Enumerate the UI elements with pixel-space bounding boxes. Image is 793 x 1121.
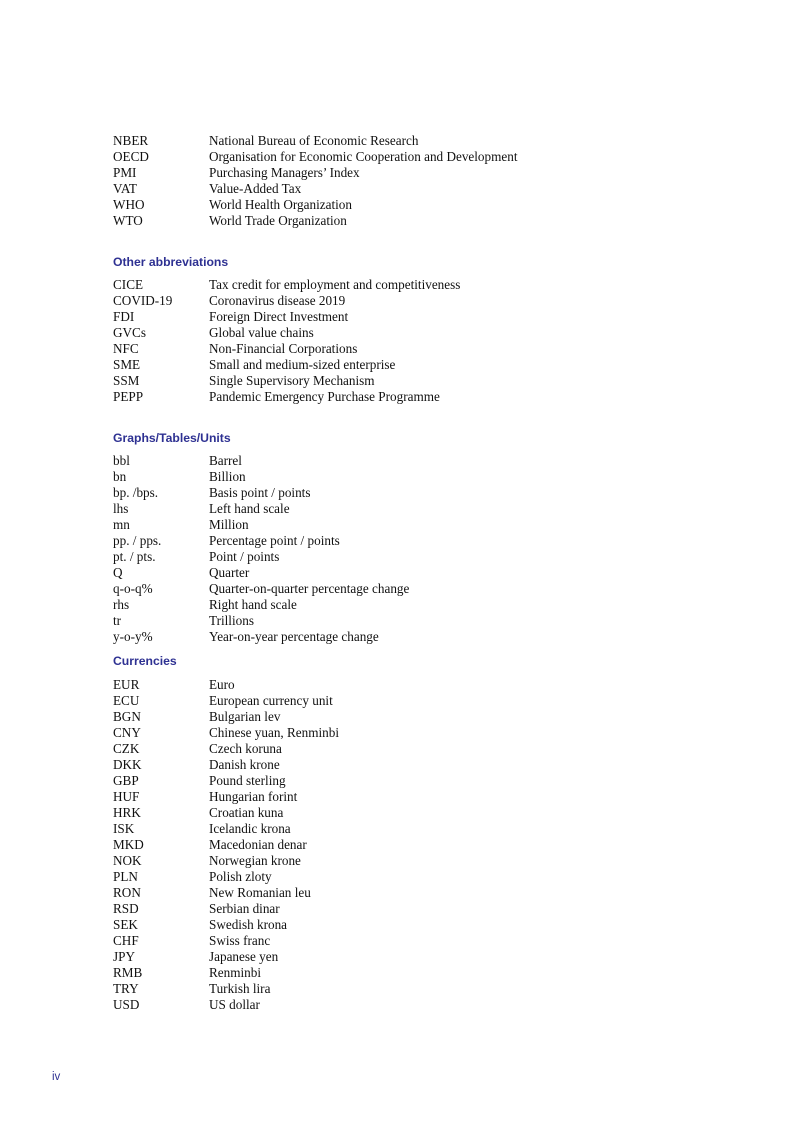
abbreviation-row [113, 293, 673, 309]
abbreviation-term: SSM [113, 373, 140, 388]
abbreviation-definition: Trillions [209, 613, 254, 628]
abbreviation-term: pt. / pts. [113, 549, 156, 564]
abbreviation-row [113, 773, 673, 789]
abbreviation-row [113, 949, 673, 965]
abbreviation-term: y-o-y% [113, 629, 153, 644]
abbreviation-term: tr [113, 613, 122, 628]
currencies-heading: Currencies [113, 654, 177, 668]
abbreviation-term: CHF [113, 933, 139, 948]
abbreviation-definition: Chinese yuan, Renminbi [209, 725, 340, 740]
abbreviation-term: PEPP [113, 389, 144, 404]
abbreviation-row [113, 789, 673, 805]
abbreviation-row [113, 629, 673, 645]
abbreviation-definition: Croatian kuna [209, 805, 284, 820]
abbreviation-row [113, 453, 673, 469]
abbreviation-row [113, 549, 673, 565]
abbreviation-row [113, 197, 673, 213]
other-abbreviations-heading: Other abbreviations [113, 255, 229, 269]
abbreviation-row [113, 565, 673, 581]
abbreviation-row [113, 853, 673, 869]
abbreviation-row [113, 709, 673, 725]
abbreviation-row [113, 997, 673, 1013]
abbreviation-row [113, 357, 673, 373]
abbreviation-row [113, 981, 673, 997]
abbreviation-term: NBER [113, 133, 149, 148]
abbreviation-definition: Percentage point / points [209, 533, 340, 548]
abbreviation-definition: National Bureau of Economic Research [209, 133, 419, 148]
abbreviation-definition: Global value chains [209, 325, 314, 340]
abbreviation-definition: Icelandic krona [209, 821, 291, 836]
abbreviation-term: HUF [113, 789, 140, 804]
abbreviation-definition: Single Supervisory Mechanism [209, 373, 375, 388]
abbreviation-definition: Swiss franc [209, 933, 271, 948]
abbreviation-term: rhs [113, 597, 130, 612]
abbreviation-row [113, 821, 673, 837]
abbreviation-row [113, 805, 673, 821]
institutions-list [113, 133, 673, 229]
abbreviation-definition: Organisation for Economic Cooperation and Development [209, 149, 518, 164]
abbreviation-term: CZK [113, 741, 140, 756]
abbreviation-term: SEK [113, 917, 138, 932]
abbreviation-definition: Turkish lira [209, 981, 271, 996]
abbreviation-row [113, 581, 673, 597]
abbreviation-term: CNY [113, 725, 141, 740]
abbreviation-term: WHO [113, 197, 145, 212]
abbreviation-term: USD [113, 997, 140, 1012]
abbreviation-term: TRY [113, 981, 139, 996]
abbreviation-term: pp. / pps. [113, 533, 162, 548]
abbreviation-term: COVID-19 [113, 293, 173, 308]
abbreviation-row [113, 501, 673, 517]
abbreviation-row [113, 485, 673, 501]
abbreviation-term: bp. /bps. [113, 485, 159, 500]
abbreviation-definition: Danish krone [209, 757, 280, 772]
abbreviation-definition: Non-Financial Corporations [209, 341, 358, 356]
abbreviation-definition: European currency unit [209, 693, 333, 708]
abbreviation-definition: Czech koruna [209, 741, 282, 756]
abbreviation-term: DKK [113, 757, 142, 772]
abbreviation-term: WTO [113, 213, 143, 228]
abbreviation-term: PLN [113, 869, 138, 884]
abbreviation-definition: Basis point / points [209, 485, 311, 500]
abbreviation-row [113, 741, 673, 757]
abbreviation-definition: Foreign Direct Investment [209, 309, 349, 324]
abbreviation-definition: Year-on-year percentage change [209, 629, 379, 644]
page-number: iv [52, 1071, 61, 1083]
abbreviation-term: GBP [113, 773, 139, 788]
abbreviation-row [113, 277, 673, 293]
abbreviation-term: HRK [113, 805, 141, 820]
abbreviation-definition: Quarter [209, 565, 250, 580]
abbreviation-row [113, 133, 673, 149]
abbreviation-definition: Serbian dinar [209, 901, 280, 916]
abbreviation-row [113, 837, 673, 853]
abbreviation-row [113, 341, 673, 357]
abbreviation-term: q-o-q% [113, 581, 153, 596]
graphs-tables-units-list [113, 453, 673, 645]
abbreviation-term: PMI [113, 165, 137, 180]
abbreviation-definition: Swedish krona [209, 917, 288, 932]
abbreviation-row [113, 869, 673, 885]
abbreviation-term: bn [113, 469, 127, 484]
abbreviation-definition: Hungarian forint [209, 789, 298, 804]
abbreviation-row [113, 885, 673, 901]
abbreviation-definition: Norwegian krone [209, 853, 301, 868]
abbreviation-definition: Quarter-on-quarter percentage change [209, 581, 410, 596]
abbreviation-definition: Right hand scale [209, 597, 297, 612]
abbreviation-term: lhs [113, 501, 129, 516]
abbreviation-term: OECD [113, 149, 149, 164]
abbreviation-row [113, 901, 673, 917]
abbreviation-row [113, 325, 673, 341]
abbreviation-row [113, 933, 673, 949]
abbreviation-definition: World Health Organization [209, 197, 352, 212]
abbreviation-row [113, 165, 673, 181]
abbreviation-definition: Pandemic Emergency Purchase Programme [209, 389, 440, 404]
currencies-list [113, 677, 673, 1013]
abbreviation-definition: World Trade Organization [209, 213, 347, 228]
abbreviation-term: NFC [113, 341, 139, 356]
abbreviation-definition: US dollar [209, 997, 260, 1012]
abbreviation-definition: Point / points [209, 549, 280, 564]
abbreviation-definition: Polish zloty [209, 869, 272, 884]
abbreviation-term: BGN [113, 709, 141, 724]
abbreviation-definition: Purchasing Managers’ Index [209, 165, 360, 180]
abbreviation-definition: Left hand scale [209, 501, 290, 516]
abbreviation-row [113, 917, 673, 933]
abbreviation-row [113, 309, 673, 325]
abbreviation-row [113, 469, 673, 485]
abbreviation-definition: Million [209, 517, 249, 532]
other-abbreviations-list [113, 277, 673, 405]
abbreviation-term: RMB [113, 965, 143, 980]
abbreviation-row [113, 389, 673, 405]
abbreviation-definition: Value-Added Tax [209, 181, 302, 196]
abbreviation-definition: Japanese yen [209, 949, 279, 964]
abbreviation-definition: Barrel [209, 453, 242, 468]
abbreviation-definition: Bulgarian lev [209, 709, 281, 724]
abbreviation-row [113, 725, 673, 741]
abbreviation-term: ISK [113, 821, 135, 836]
abbreviation-term: MKD [113, 837, 144, 852]
abbreviation-definition: Billion [209, 469, 246, 484]
abbreviation-term: GVCs [113, 325, 146, 340]
abbreviation-row [113, 677, 673, 693]
abbreviation-term: EUR [113, 677, 140, 692]
abbreviation-term: RSD [113, 901, 139, 916]
abbreviation-term: Q [113, 565, 123, 580]
graphs-tables-units-heading: Graphs/Tables/Units [113, 431, 231, 445]
abbreviation-definition: Euro [209, 677, 235, 692]
abbreviation-term: bbl [113, 453, 130, 468]
abbreviation-row [113, 597, 673, 613]
abbreviation-row [113, 373, 673, 389]
abbreviation-row [113, 965, 673, 981]
abbreviation-definition: Tax credit for employment and competitiveness [209, 277, 461, 292]
abbreviation-row [113, 533, 673, 549]
abbreviation-row [113, 149, 673, 165]
abbreviation-definition: Macedonian denar [209, 837, 307, 852]
abbreviation-term: ECU [113, 693, 140, 708]
abbreviation-definition: Small and medium-sized enterprise [209, 357, 396, 372]
abbreviation-row [113, 757, 673, 773]
abbreviation-definition: New Romanian leu [209, 885, 311, 900]
abbreviation-row [113, 213, 673, 229]
abbreviation-term: mn [113, 517, 130, 532]
abbreviation-term: NOK [113, 853, 142, 868]
abbreviation-term: JPY [113, 949, 135, 964]
abbreviation-definition: Pound sterling [209, 773, 286, 788]
abbreviation-term: CICE [113, 277, 144, 292]
abbreviation-row [113, 613, 673, 629]
abbreviation-definition: Coronavirus disease 2019 [209, 293, 346, 308]
abbreviation-row [113, 693, 673, 709]
abbreviation-term: FDI [113, 309, 135, 324]
abbreviation-term: RON [113, 885, 141, 900]
abbreviation-term: VAT [113, 181, 137, 196]
abbreviation-definition: Renminbi [209, 965, 262, 980]
abbreviation-row [113, 517, 673, 533]
abbreviation-term: SME [113, 357, 141, 372]
abbreviation-row [113, 181, 673, 197]
